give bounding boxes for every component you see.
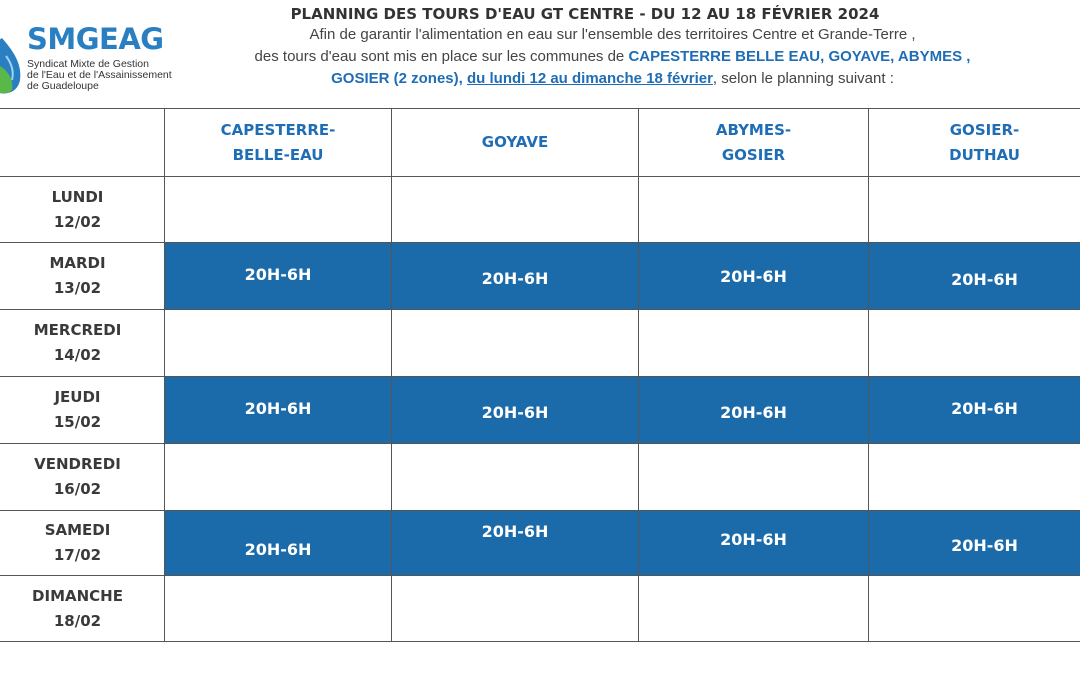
day-date: 16/02 [53,480,102,498]
schedule-cell [868,242,1080,310]
logo-brand-name: SMGEAG [27,22,164,56]
time-slot: 20H-6H [244,398,312,418]
time-slot: 20H-6H [244,264,312,284]
schedule-cell [638,443,869,511]
day-label [32,584,123,634]
schedule-cell [868,443,1080,511]
day-date: 12/02 [53,212,102,231]
column-header [638,108,869,177]
day-cell [0,176,165,243]
column-header-line: GOSIER [721,145,786,164]
day-date: 13/02 [53,279,102,297]
time-slot: 20H-6H [951,535,1018,555]
day-label [54,385,101,435]
schedule-cell [391,376,639,444]
schedule-cell [391,176,639,243]
day-label [34,318,122,368]
day-label [49,251,105,301]
column-header-line: CAPESTERRE- [220,120,336,139]
column-header-label [949,118,1020,168]
page-title: PLANNING DES TOURS D'EAU GT CENTRE - DU 12 AU 18 FÉVRIER 2024 [290,5,880,23]
day-label [34,452,121,502]
day-name: LUNDI [51,187,104,206]
day-name: VENDREDI [34,455,121,473]
schedule-cell [391,510,639,576]
logo-subtitle-line: Syndicat Mixte de Gestion [27,58,149,70]
schedule-cell [164,309,392,377]
column-header-label [221,118,336,168]
logo-subtitle-line: de l'Eau et de l'Assainissement [27,69,172,81]
intro-line [225,68,1000,90]
day-date: 15/02 [53,413,102,431]
schedule-cell [638,510,869,576]
day-cell [0,242,165,310]
schedule-cell [868,309,1080,377]
column-header-line: BELLE-EAU [232,145,324,164]
column-header [164,108,392,177]
time-slot: 20H-6H [481,268,549,288]
day-date: 18/02 [53,611,102,630]
time-slot: 20H-6H [951,398,1018,418]
column-header-line: GOSIER- [949,120,1020,139]
schedule-cell [391,242,639,310]
day-cell [0,376,165,444]
schedule-cell [391,575,639,642]
day-name: MERCREDI [33,321,122,339]
day-name: DIMANCHE [32,586,123,605]
water-drop-icon [0,34,24,96]
logo-subtitle-line: de Guadeloupe [27,80,99,92]
smgeag-logo [0,20,175,100]
schedule-cell [638,242,869,310]
schedule-cell [391,443,639,511]
time-slot: 20H-6H [481,521,549,541]
schedule-cell [868,510,1080,576]
time-slot: 20H-6H [481,402,549,422]
day-name: JEUDI [54,388,101,406]
logo-subtitle [27,59,177,92]
day-label [45,518,111,568]
column-header-label [716,118,791,168]
intro-text-span: , selon le planning suivant : [712,70,894,87]
day-cell [0,575,165,642]
schedule-cell [164,443,392,511]
time-slot: 20H-6H [720,402,787,422]
intro-text [225,24,1000,90]
day-cell [0,510,165,576]
column-header [868,108,1080,177]
day-name: MARDI [49,254,106,272]
intro-date-range: du lundi 12 au dimanche 18 février [467,70,713,87]
schedule-cell [391,309,639,377]
time-slot: 20H-6H [720,266,787,286]
schedule-cell [164,510,392,576]
time-slot: 20H-6H [720,529,787,549]
schedule-cell [164,176,392,243]
day-date: 17/02 [53,546,102,564]
schedule-cell [868,376,1080,444]
schedule-cell [638,575,869,642]
column-header-label [482,130,548,155]
column-header-line: ABYMES- [715,120,792,139]
day-cell [0,309,165,377]
day-name: SAMEDI [44,521,111,539]
schedule-cell [164,575,392,642]
intro-line: Afin de garantir l'alimentation en eau sur l'ensemble des territoires Centre et Grande-Terre , [309,26,916,43]
schedule-cell [868,575,1080,642]
column-header-line: GOYAVE [481,133,549,151]
intro-communes: CAPESTERRE BELLE EAU, GOYAVE, ABYMES , [628,48,971,65]
schedule-cell [638,376,869,444]
time-slot: 20H-6H [951,269,1018,289]
schedule-cell [164,242,392,310]
intro-line [225,46,1000,68]
column-header [391,108,639,177]
schedule-cell [638,176,869,243]
day-cell [0,443,165,511]
schedule-cell [164,376,392,444]
day-date: 14/02 [53,346,102,364]
table-corner-cell [0,108,165,177]
intro-communes: GOSIER (2 zones), [331,70,463,87]
schedule-cell [868,176,1080,243]
intro-text-span: des tours d'eau sont mis en place sur les communes de [254,48,629,65]
schedule-cell [638,309,869,377]
column-header-line: DUTHAU [949,145,1020,164]
time-slot: 20H-6H [244,539,312,559]
day-label [52,185,104,235]
